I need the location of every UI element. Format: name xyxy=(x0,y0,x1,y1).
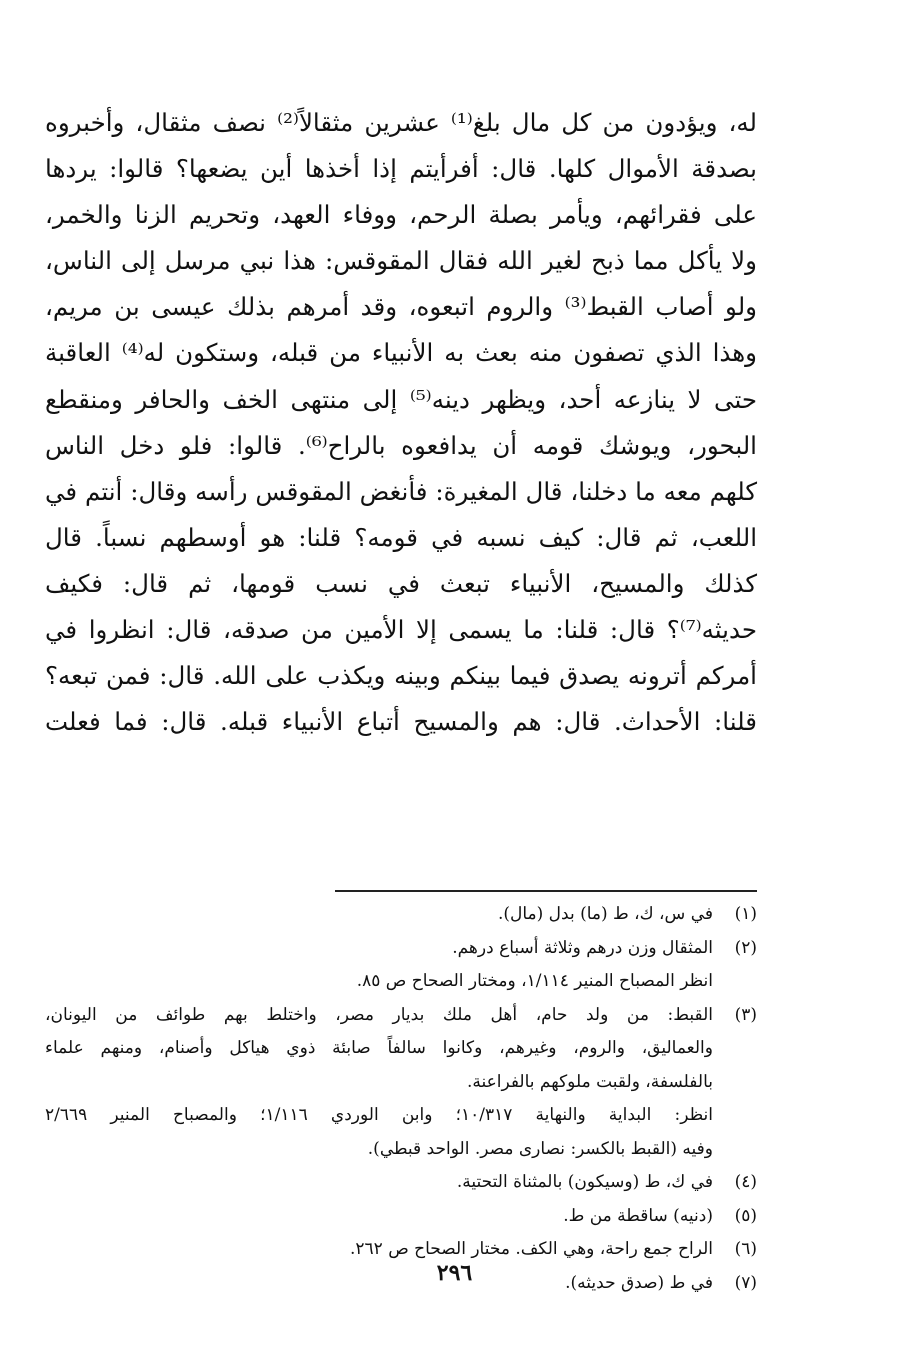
footnote-3 xyxy=(45,999,757,1167)
main-text-line: كلهم معه ما دخلنا، قال المغيرة: فأنغض المقوقس رأسه وقال: أنتم في xyxy=(45,476,757,506)
footnote-number: (٢) xyxy=(734,937,757,958)
main-text-line: أمركم أترونه يصدق فيما بينكم وبينه ويكذب على الله. قال: فمن تبعه؟ xyxy=(45,661,757,691)
main-text-line: ولو أصاب القبط⁽³⁾ والروم اتبعوه، وقد أمرهم بذلك عيسى بن مريم، xyxy=(45,292,758,322)
main-text-line: كذلك والمسيح، الأنبياء تبعث في نسب قومها، ثم قال: فكيف xyxy=(45,568,757,598)
main-text-line: حتى لا ينازعه أحد، ويظهر دينه⁽⁵⁾ إلى منتهى الخف والحافر ومنقطع xyxy=(45,384,757,414)
footnote-line: انظر: البداية والنهاية ١٠/٣١٧؛ وابن الوردي ١/١١٦؛ والمصباح المنير ٢/٦٦٩ xyxy=(45,1105,713,1125)
main-text-line: ولا يأكل مما ذبح لغير الله فقال المقوقس: هذا نبي مرسل إلى الناس، xyxy=(45,246,757,276)
footnote-1 xyxy=(45,898,757,932)
footnote-line: في ك، ط (وسيكون) بالمثناة التحتية. xyxy=(456,1172,713,1192)
footnote-5 xyxy=(45,1200,757,1234)
footnote-line: انظر المصباح المنير ١/١١٤، ومختار الصحاح ص ٨٥. xyxy=(356,971,713,991)
main-text-block xyxy=(45,100,757,745)
footnote-number: (٥) xyxy=(734,1205,757,1226)
main-text-line: اللعب، ثم قال: كيف نسبه في قومه؟ قلنا: هو أوسطهم نسباً. قال xyxy=(45,522,757,552)
footnote-line: في ط (صدق حديثه). xyxy=(565,1272,713,1293)
footnote-number: (٦) xyxy=(734,1239,757,1259)
footnote-separator xyxy=(335,890,757,892)
footnote-line: والعماليق، والروم، وغيرهم، وكانوا سالفاً صابئة ذوي هياكل وأصنام، ومنهم علماء xyxy=(45,1038,713,1058)
footnote-line: في س، ك، ط (ما) بدل (مال). xyxy=(497,904,713,924)
footnote-4 xyxy=(45,1166,757,1200)
footnote-line: بالفلسفة، ولقبت ملوكهم بالفراعنة. xyxy=(466,1071,713,1092)
footnote-number: (٤) xyxy=(734,1172,757,1192)
footnote-text xyxy=(45,898,713,932)
footnote-line: وفيه (القبط بالكسر: نصارى مصر. الواحد قبطي). xyxy=(367,1138,713,1159)
main-text-line: وهذا الذي تصفون منه بعث به الأنبياء من قبله، وستكون له⁽⁴⁾ العاقبة xyxy=(45,338,757,368)
footnotes-block xyxy=(45,898,757,1300)
main-text-line: قلنا: الأحداث. قال: هم والمسيح أتباع الأنبياء قبله. قال: فما فعلت xyxy=(45,707,757,737)
footnote-text xyxy=(45,1200,713,1234)
main-text-line: حديثه⁽⁷⁾؟ قال: قلنا: ما يسمى إلا الأمين من صدقه، قال: انظروا في xyxy=(45,615,757,645)
main-text-line: له، ويؤدون من كل مال بلغ⁽¹⁾ عشرين مثقالاً⁽²⁾ نصف مثقال، وأخبروه xyxy=(45,108,757,137)
footnote-text xyxy=(45,999,713,1167)
footnote-line: القبط: من ولد حام، أهل ملك بديار مصر، واختلط بهم طوائف من اليونان، xyxy=(45,1004,713,1025)
footnote-line: (دنيه) ساقطة من ط. xyxy=(563,1205,713,1226)
footnote-text xyxy=(45,1166,713,1200)
footnote-2 xyxy=(45,932,757,999)
footnote-line: المثقال وزن درهم وثلاثة أسباع درهم. xyxy=(452,937,713,958)
footnote-number: (٧) xyxy=(734,1272,757,1293)
footnote-line: الراح جمع راحة، وهي الكف. مختار الصحاح ص ٢٦٢. xyxy=(349,1239,713,1259)
main-text-line: على فقرائهم، ويأمر بصلة الرحم، ووفاء العهد، وتحريم الزنا والخمر، xyxy=(45,200,757,230)
main-text-line: البحور، ويوشك قومه أن يدافعوه بالراح⁽⁶⁾. قالوا: فلو دخل الناس xyxy=(45,430,757,460)
page-number: ٢٩٦ xyxy=(436,1260,473,1286)
footnote-text xyxy=(45,932,713,999)
footnote-number: (١) xyxy=(734,904,757,924)
footnote-number: (٣) xyxy=(734,1004,757,1025)
main-text-line: بصدقة الأموال كلها. قال: أفرأيتم إذا أخذها أين يضعها؟ قالوا: يردها xyxy=(45,154,757,184)
